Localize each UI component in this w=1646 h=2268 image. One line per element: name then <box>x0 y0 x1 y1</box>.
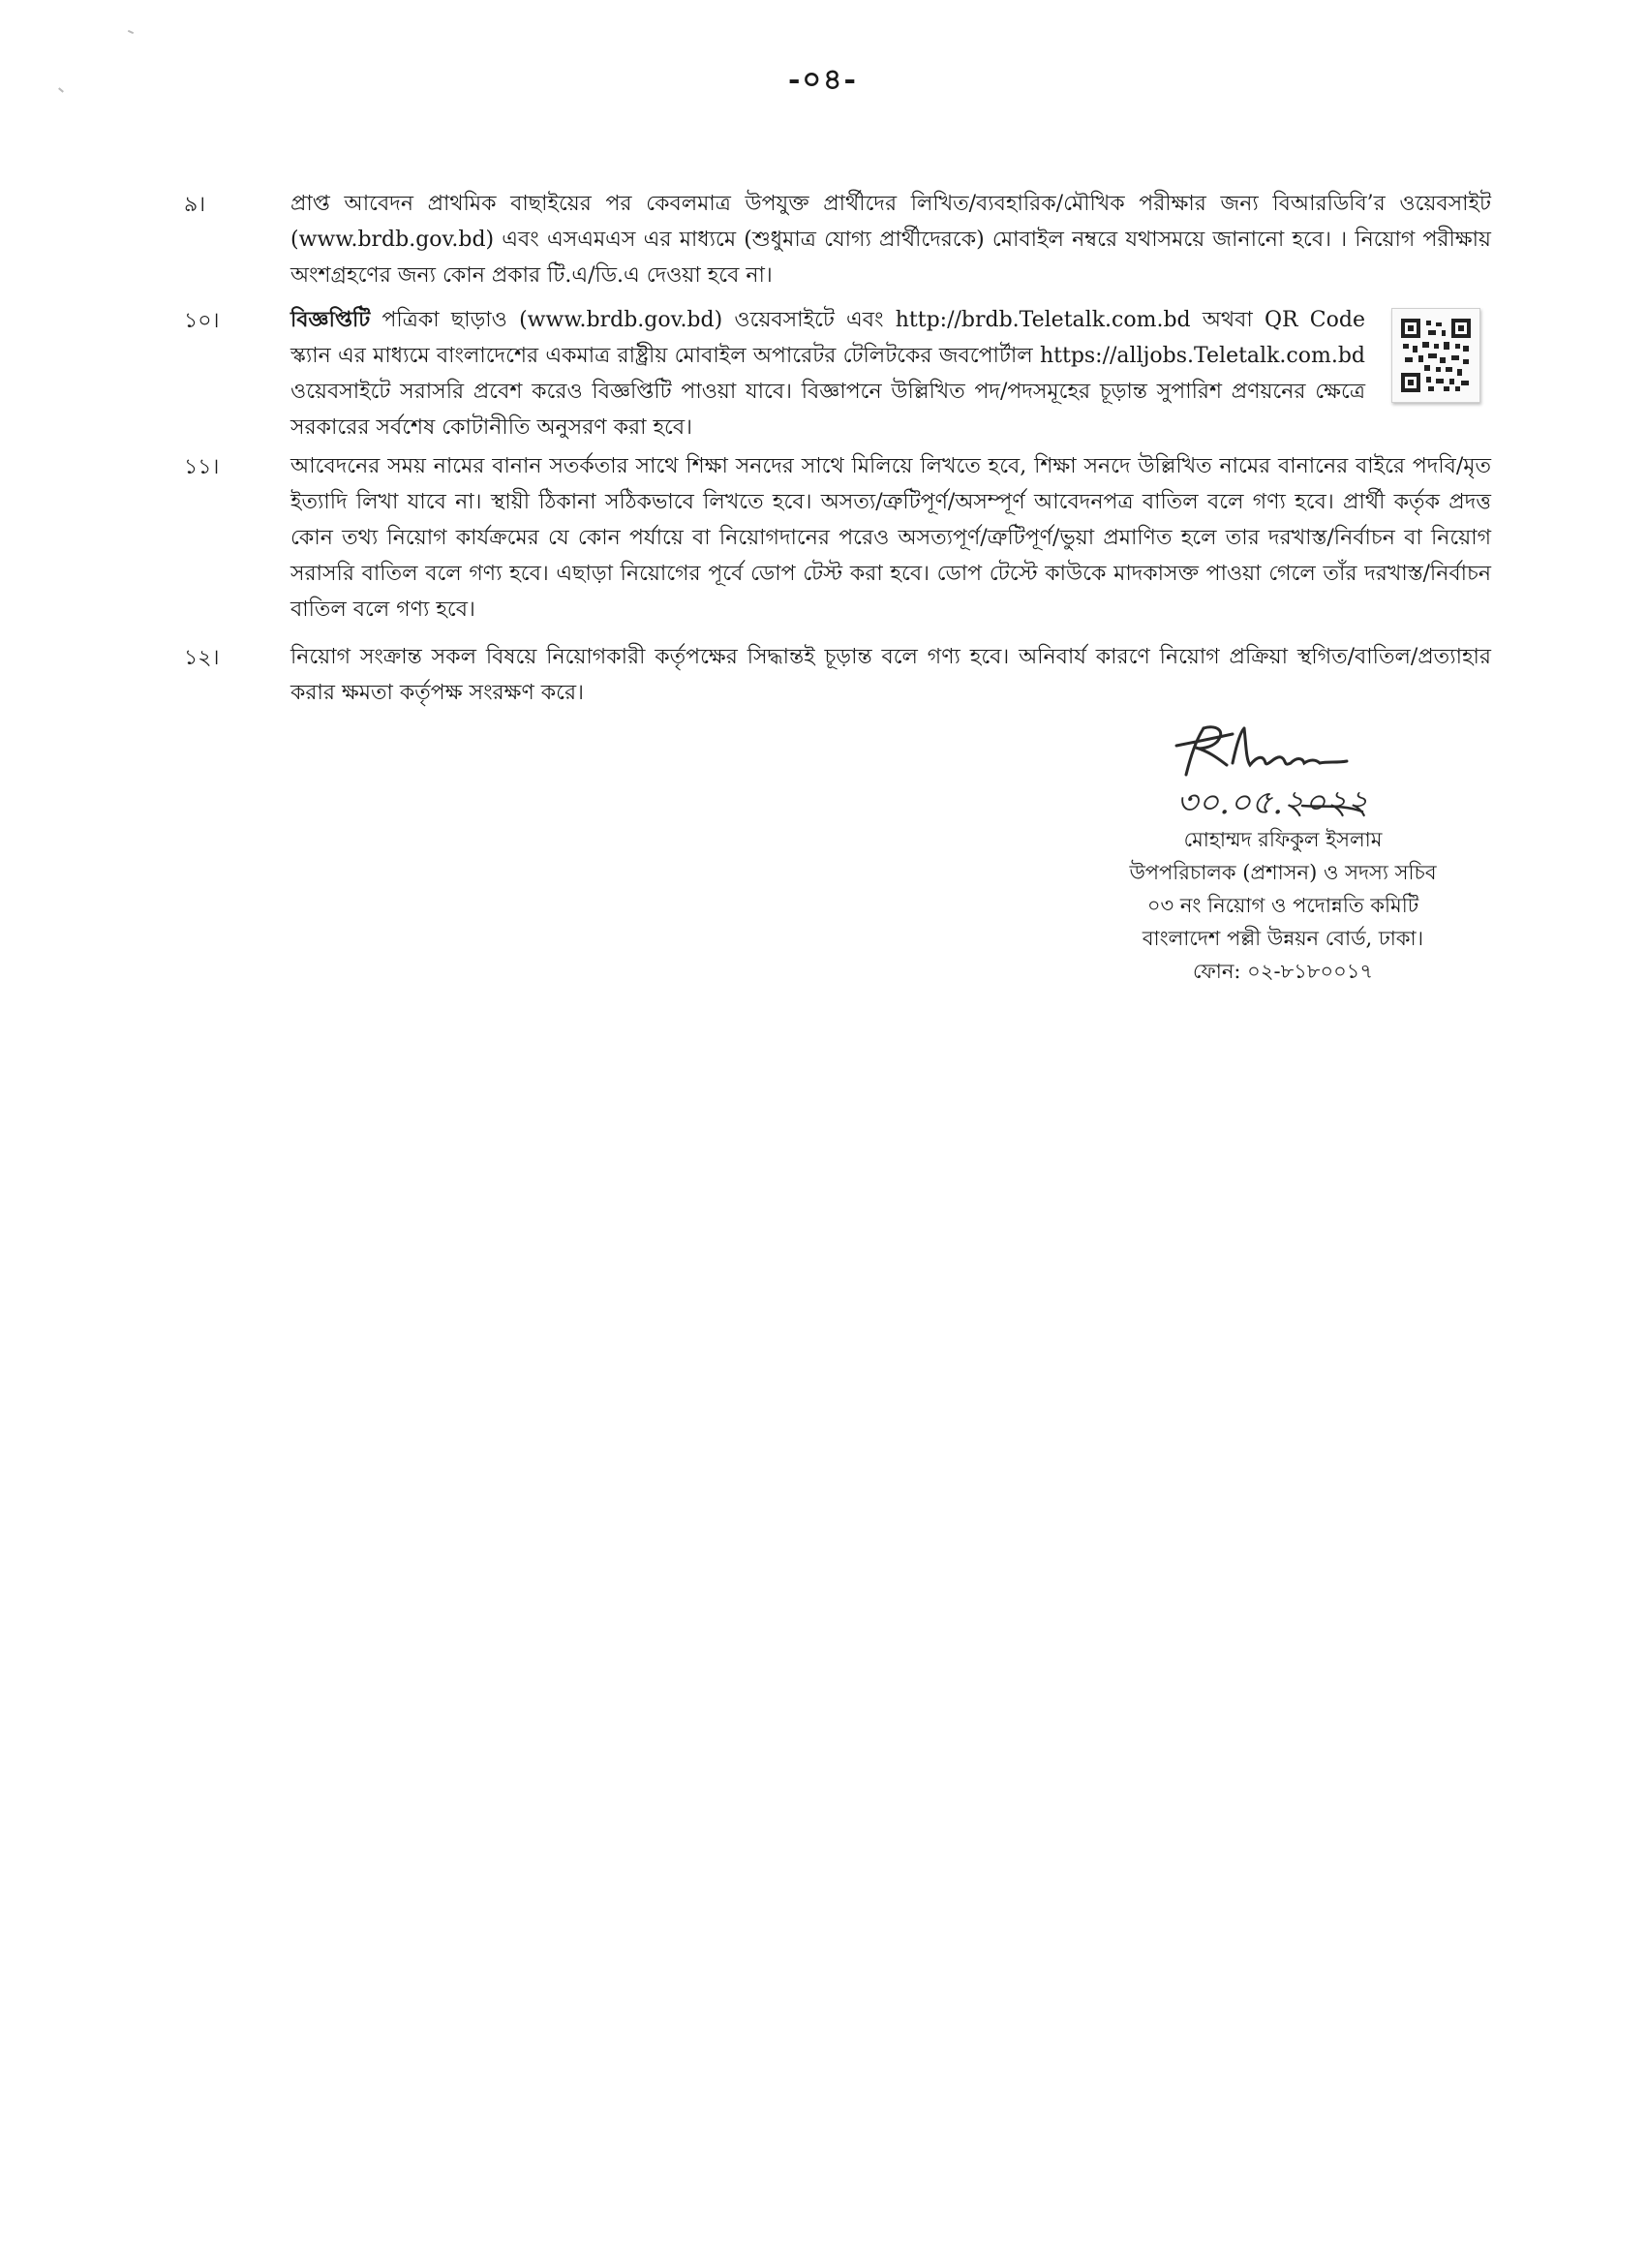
signatory-organization: বাংলাদেশ পল্লী উন্নয়ন বোর্ড, ঢাকা। <box>1142 927 1424 950</box>
handwritten-signature <box>1157 717 1448 823</box>
list-item <box>184 448 1491 632</box>
list-item <box>184 302 1491 438</box>
handwritten-date: ৩০.০৫.২০২২ <box>1176 783 1369 822</box>
signature-block <box>1051 717 1515 1007</box>
item-text: আবেদনের সময় নামের বানান সতর্কতার সাথে শিক্ষা সনদের সাথে মিলিয়ে লিখতে হবে, শিক্ষা সনদে উল্লিখিত নামের বানানের বাইরে পদবি/মৃত ইত্যাদি লিখা যাবে না। স্থায়ী ঠিকানা সঠিকভাবে লিখতে হবে। অসত্য/ত্রুটিপূর্ণ/অসম্পূর্ণ আবেদনপত্র বাতিল বলে গণ্য হবে। প্রার্থী কর্তৃক প্রদত্ত কোন তথ্য নিয়োগ কার্যক্রমের যে কোন পর্যায়ে বা নিয়োগদানের পরেও অসত্যপূর্ণ/ত্রুটিপূর্ণ/ভুয়া প্রমাণিত হলে তার দরখাস্ত/নির্বাচন বা নিয়োগ সরাসরি বাতিল বলে গণ্য হবে। এছাড়া নিয়োগের পূর্বে ডোপ টেস্ট করা হবে। ডোপ টেস্টে কাউকে মাদকাসক্ত পাওয়া গেলে তাঁর দরখাস্ত/নির্বাচন বাতিল বলে গণ্য হবে। <box>290 454 1491 622</box>
page-number: -০৪- <box>788 63 858 97</box>
qr-code-graphic <box>1401 319 1471 392</box>
item-number: ১০। <box>184 309 220 333</box>
list-item <box>184 639 1491 717</box>
signatory-title: উপপরিচালক (প্রশাসন) ও সদস্য সচিব <box>1129 861 1437 884</box>
item-number: ৯। <box>184 193 206 217</box>
qr-code-icon <box>1391 308 1480 403</box>
item-lead-word: বিজ্ঞপ্তিটি <box>290 307 371 332</box>
item-text <box>290 302 1365 445</box>
item-text: নিয়োগ সংক্রান্ত সকল বিষয়ে নিয়োগকারী কর্তৃপক্ষের সিদ্ধান্তই চূড়ান্ত বলে গণ্য হবে। অনিবার্য কারণে নিয়োগ প্রক্রিয়া স্থগিত/বাতিল/প্রত্যাহার করার ক্ষমতা কর্তৃপক্ষ সংরক্ষণ করে। <box>290 645 1491 705</box>
signatory-phone: ফোন: ০২-৮১৮০০১৭ <box>1192 960 1374 983</box>
item-number: ১১। <box>184 455 220 479</box>
scan-speck <box>128 30 134 34</box>
item-text-body: পত্রিকা ছাড়াও (www.brdb.gov.bd) ওয়েবসাইটে এবং http://brdb.Teletalk.com.bd অথবা QR Code স্ক্যান এর মাধ্যমে বাংলাদেশের একমাত্র রাষ্ট্রীয় মোবাইল অপারেটর টেলিটকের জবপোর্টাল https://alljobs.Teletalk.com.bd ওয়েবসাইটে সরাসরি প্রবেশ করেও বিজ্ঞপ্তিটি পাওয়া যাবে। বিজ্ঞাপনে উল্লিখিত পদ/পদসমূহের চূড়ান্ত সুপারিশ প্রণয়নের ক্ষেত্রে সরকারের সর্বশেষ কোটানীতি অনুসরণ করা হবে। <box>290 308 1365 440</box>
list-item <box>184 186 1491 302</box>
item-number: ১২। <box>184 646 220 670</box>
item-text: প্রাপ্ত আবেদন প্রাথমিক বাছাইয়ের পর কেবলমাত্র উপযুক্ত প্রার্থীদের লিখিত/ব্যবহারিক/মৌখিক পরীক্ষার জন্য বিআরডিবি’র ওয়েবসাইট (www.brdb.gov.bd) এবং এসএমএস এর মাধ্যমে (শুধুমাত্র যোগ্য প্রার্থীদেরকে) মোবাইল নম্বরে যথাসময়ে জানানো হবে। । নিয়োগ পরীক্ষায় অংশগ্রহণের জন্য কোন প্রকার টি.এ/ডি.এ দেওয়া হবে না। <box>290 192 1491 288</box>
signatory-committee: ০৩ নং নিয়োগ ও পদোন্নতি কমিটি <box>1146 894 1419 917</box>
signatory-name: মোহাম্মদ রফিকুল ইসলাম <box>1183 828 1383 851</box>
